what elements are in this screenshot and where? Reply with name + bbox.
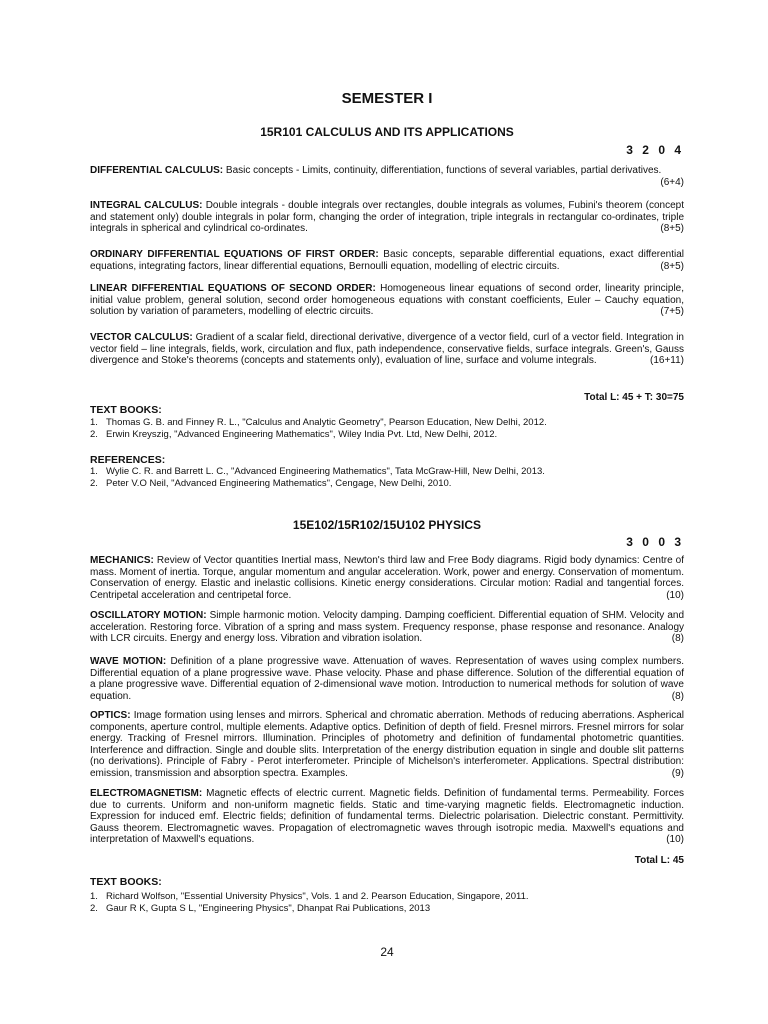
section-hours: (16+11) <box>649 355 684 367</box>
course1-credits: 3 2 0 4 <box>626 143 684 157</box>
list-item: 2. Erwin Kreyszig, "Advanced Engineering Mathematics", Wiley India Pvt. Ltd, New Delhi, 2012. <box>90 429 498 440</box>
course1-title: 15R101 CALCULUS AND ITS APPLICATIONS <box>260 125 514 139</box>
section-body: Basic concepts, separable differential equations, exact differential equations, integrating factors, linear differential equations, Bernoulli equation, modelling of electric circuits. <box>90 249 684 272</box>
course2-section <box>90 656 684 702</box>
section-hours: (8+5) <box>660 260 684 272</box>
course1-total: Total L: 45 + T: 30=75 <box>584 392 684 403</box>
section-hours: (7+5) <box>660 306 684 318</box>
list-item: 1. Wylie C. R. and Barrett L. C., "Advanced Engineering Mathematics", Tata McGraw-Hill, New Delhi, 2013. <box>90 466 545 477</box>
course1-section <box>90 332 684 367</box>
section-body: Image formation using lenses and mirrors. Spherical and chromatic aberration. Methods of reducing aberrations. Aspherical components, aperture control, multiple elements. Adaptive optics. Definition of depth of field. Fresnel mirrors. Fresnel mirrors for solar energy. Tracking of Fresnel mirrors. Illumination. Principles of photometry and definition of fundamental photometric quantities. Interference and diffraction. Single and double slits. Interpretation of the energy distribution equation in single and double slit patterns (no derivations). Principle of Fabry - Perot interferometer. Principle of Michelson's interferometer. Applications. Spectral distribution: emission, transmission and absorption spectra. Examples. <box>90 710 684 779</box>
section-heading: ELECTROMAGNETISM: <box>90 788 203 799</box>
section-body: Gradient of a scalar field, directional derivative, divergence of a vector field, curl of a vector field. Integration in vector field – line integrals, fields, work, circulation and flux, path independence, conservative fields, surface integrals. Green's, Gauss divergence and Stoke's theorems (concepts and statements only), evaluation of line, surface and volume integrals. <box>90 332 684 367</box>
section-body: Simple harmonic motion. Velocity damping. Damping coefficient. Differential equation of SHM. Velocity and acceleration. Restoring force. Vibration of a spring and mass system. Frequency response, phase response and resonance. Analogy with LCR circuits. Energy and energy loss. Vibration and vibration isolation. <box>90 610 685 645</box>
section-body: Definition of a plane progressive wave. Attenuation of waves. Representation of waves using complex numbers. Differential equation of a plane progressive wave. Phase velocity. Phase and phase difference. Solution of the differential equation of a plane progressive wave. Differential equation of 2-dimensional wave motion. Introduction to numerical methods for solution of wave equation. <box>90 656 684 702</box>
course2-total: Total L: 45 <box>634 855 684 866</box>
section-hours: (8) <box>671 633 684 645</box>
list-item: 2. Peter V.O Neil, "Advanced Engineering Mathematics", Cengage, New Delhi, 2010. <box>90 478 452 489</box>
list-item: 1. Thomas G. B. and Finney R. L., "Calculus and Analytic Geometry", Pearson Education, New Delhi, 2012. <box>90 417 547 428</box>
section-hours: (10) <box>666 834 684 846</box>
section-heading: OPTICS: <box>90 710 131 721</box>
course2-section <box>90 610 684 645</box>
section-heading: ORDINARY DIFFERENTIAL EQUATIONS OF FIRST ORDER: <box>90 249 379 260</box>
section-body: Homogeneous linear equations of second order, linearity principle, initial value problem, general solution, second order homogeneous equations with constant coefficients, Euler – Cauchy equation, solution by variation of parameters, modelling of electric circuits. <box>90 283 684 318</box>
section-hours: (6+4) <box>660 176 684 188</box>
section-hours: (8+5) <box>660 223 684 235</box>
course1-references-list <box>90 466 684 490</box>
section-hours: (9) <box>671 767 684 779</box>
course1-references-heading: REFERENCES: <box>90 454 166 466</box>
section-heading: INTEGRAL CALCULUS: <box>90 200 203 211</box>
course2-section <box>90 710 684 780</box>
section-heading: WAVE MOTION: <box>90 656 167 667</box>
course1-textbooks-list <box>90 417 684 441</box>
course1-textbooks-heading: TEXT BOOKS: <box>90 404 162 416</box>
section-heading: LINEAR DIFFERENTIAL EQUATIONS OF SECOND ORDER: <box>90 283 376 294</box>
course1-section <box>90 283 684 318</box>
semester-heading: SEMESTER I <box>341 90 433 107</box>
course1-section <box>90 249 684 272</box>
list-item: 1. Richard Wolfson, "Essential University Physics", Vols. 1 and 2. Pearson Education, Singapore, 2011. <box>90 891 529 902</box>
section-body: Magnetic effects of electric current. Magnetic fields. Definition of fundamental terms. Permeability. Forces due to currents. Uniform and non-uniform magnetic fields. Static and time-varying magnetic fields. Electromagnetic induction. Expression for induced emf. Electric fields; definition of fundamental terms. Dielectric polarisation. Dielectric constant. Permittivity. Gauss theorem. Electromagnetic waves. Propagation of electromagnetic waves through isotropic media. Maxwell's equations and interpretation of Maxwell's equations. <box>90 788 684 846</box>
course1-section <box>90 200 684 235</box>
list-item: 2. Gaur R K, Gupta S L, "Engineering Physics", Dhanpat Rai Publications, 2013 <box>90 903 431 914</box>
course2-textbooks-list <box>90 891 684 915</box>
section-heading: MECHANICS: <box>90 555 154 566</box>
course2-title: 15E102/15R102/15U102 PHYSICS <box>292 518 482 532</box>
section-body: Basic concepts - Limits, continuity, differentiation, functions of several variables, partial derivatives. <box>225 165 662 176</box>
section-body: Review of Vector quantities Inertial mass, Newton's third law and Free Body diagrams. Rigid body dynamics: Centre of mass. Moment of inertia. Torque, angular momentum and angular acceleration. Work, power and energy. Conservation of momentum. Conservation of energy. Elastic and inelastic collisions. Kinetic energy considerations. Circular motion: Radial and tangential forces. Centripetal acceleration and centripetal force. <box>90 555 685 601</box>
course2-section <box>90 788 684 846</box>
section-body: Double integrals - double integrals over rectangles, double integrals as volumes, Fubini's theorem (concept and statement only) double integrals in polar form, changing the order of integration, triple integrals in rectangular co-ordinates, triple integrals in spherical and cylindrical co-ordinates. <box>90 200 684 235</box>
course2-textbooks-heading: TEXT BOOKS: <box>90 876 162 888</box>
page-number: 24 <box>380 945 394 959</box>
section-heading: OSCILLATORY MOTION: <box>90 610 207 621</box>
section-hours: (8) <box>671 690 684 702</box>
section-heading: DIFFERENTIAL CALCULUS: <box>90 165 224 176</box>
course2-section <box>90 555 684 601</box>
section-heading: VECTOR CALCULUS: <box>90 332 193 343</box>
section-hours: (10) <box>666 589 684 601</box>
course1-section <box>90 165 684 188</box>
course2-credits: 3 0 0 3 <box>626 535 684 549</box>
